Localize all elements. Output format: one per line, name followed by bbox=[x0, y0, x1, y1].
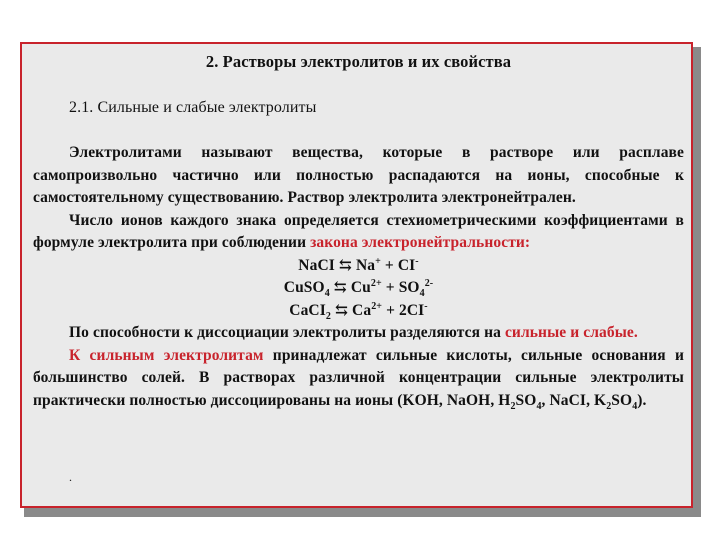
eq-ion: 2CI bbox=[399, 301, 425, 319]
strong-electrolytes-text: принадлежат сильные кислоты, сильные основания и большинство солей. В растворах различной концентрации сильные электролиты практически полностью диссоциированы на ионы (KOH, NaOH, H bbox=[33, 346, 684, 409]
slide-title: 2. Растворы электролитов и их свойства bbox=[205, 52, 512, 71]
formula-subscript: 2 bbox=[510, 400, 516, 412]
strong-electrolytes-term: К сильным электролитам bbox=[69, 346, 264, 364]
eq-charge: 2- bbox=[424, 277, 434, 289]
equilibrium-arrow-icon: ⇆ bbox=[334, 301, 349, 319]
eq-ion: Ca bbox=[352, 301, 372, 319]
eq-lhs: NaCI bbox=[298, 256, 335, 274]
eq-ion: Cu bbox=[350, 279, 371, 296]
formula-subscript: 4 bbox=[536, 400, 542, 412]
slide-body bbox=[33, 142, 684, 412]
eq-charge: - bbox=[415, 255, 419, 267]
formula-subscript: 2 bbox=[606, 400, 612, 412]
equilibrium-arrow-icon: ⇆ bbox=[333, 279, 347, 296]
eq-charge: 2+ bbox=[370, 277, 382, 289]
eq-ion: CI bbox=[397, 256, 416, 274]
slide-content bbox=[33, 42, 684, 486]
electroneutrality-law-term: закона электронейтральности: bbox=[310, 234, 531, 251]
eq-ion: Na bbox=[355, 256, 376, 274]
eq-charge: 2+ bbox=[371, 300, 383, 312]
eq-lhs: CuSO bbox=[283, 279, 325, 296]
equation-cacl2 bbox=[33, 300, 684, 323]
ion-count-paragraph bbox=[33, 210, 684, 255]
definition-paragraph: Электролитами называют вещества, которые в растворе или расплаве самопроизвольно частично или полностью распадаются на ионы, способные к самостоятельному существованию. Раствор электролита электронейтрален. bbox=[33, 144, 684, 206]
eq-subscript: 2 bbox=[325, 310, 331, 322]
eq-plus: + bbox=[384, 256, 394, 274]
eq-lhs: CaCI bbox=[289, 301, 326, 319]
equation-cuso4 bbox=[33, 277, 684, 300]
strong-weak-term: сильные и слабые. bbox=[504, 324, 638, 341]
dissociation-paragraph bbox=[33, 322, 684, 345]
equation-nacl bbox=[33, 255, 684, 278]
eq-charge: + bbox=[375, 255, 381, 267]
equilibrium-arrow-icon: ⇆ bbox=[338, 256, 352, 274]
formula-text: , NaCI, K bbox=[541, 391, 607, 409]
formula-text: SO bbox=[611, 391, 633, 409]
formula-text: ). bbox=[637, 391, 647, 409]
ion-count-text: Число ионов каждого знака определяется стехиометрическими коэффициентами в формуле электролита при соблюдении bbox=[33, 211, 684, 251]
eq-charge: - bbox=[424, 300, 428, 312]
dissociation-text: По способности к диссоциации электролиты разделяются на bbox=[69, 324, 505, 341]
section-subtitle: 2.1. Сильные и слабые электролиты bbox=[69, 99, 317, 116]
eq-plus: + bbox=[386, 301, 396, 319]
strong-electrolytes-paragraph bbox=[33, 345, 684, 413]
trailing-dot: . bbox=[69, 470, 73, 484]
formula-subscript: 4 bbox=[632, 400, 638, 412]
eq-plus: + bbox=[385, 279, 395, 296]
formula-text: SO bbox=[515, 391, 537, 409]
eq-ion: SO bbox=[398, 279, 420, 296]
eq-subscript: 4 bbox=[324, 288, 330, 300]
eq-subscript: 4 bbox=[419, 288, 425, 300]
